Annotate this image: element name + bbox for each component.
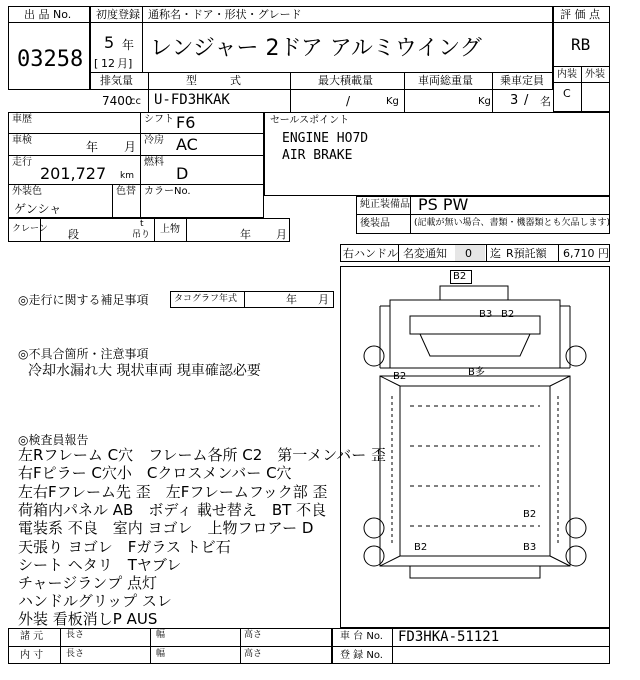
hoist-label: 吊り — [132, 230, 151, 240]
r-deposit-value: 6,710 — [563, 247, 595, 260]
mileage-unit: km — [120, 171, 134, 181]
lot-no-label: 出 品 No. — [24, 8, 72, 21]
mileage-value: 201,727 — [40, 164, 107, 183]
gross-weight-label: 車両総重量 — [418, 74, 473, 87]
kg-unit-2: Kg — [478, 96, 491, 107]
ac-label: 冷房 — [144, 135, 164, 146]
mark-b2-right: B2 — [523, 509, 537, 520]
report-line-2: 右Fピラー C穴小 Cクロスメンバー C穴 — [18, 464, 292, 482]
sales-line-2: AIR BRAKE — [282, 148, 353, 163]
report-line-6: 天張り ヨゴレ Fガラス トビ石 — [18, 538, 231, 556]
first-reg-year: 5 — [104, 33, 115, 52]
aftermarket-note: (記載が無い場合、書類・機器類とも欠品します) — [414, 218, 611, 228]
chassis-no: FD3HKA-51121 — [398, 629, 500, 645]
chassis-label: 車 台 No. — [340, 631, 383, 642]
inspection-label: 車検 — [12, 135, 32, 146]
mark-b3-cab: B3 — [479, 309, 493, 320]
mount-month: 月 — [276, 228, 287, 241]
tier-label: 段 — [68, 228, 79, 241]
width-label-2: 幅 — [156, 649, 166, 659]
rating-label: 評 価 点 — [560, 8, 600, 21]
yen-unit: 円 — [598, 247, 609, 260]
length-label-1: 長さ — [66, 630, 85, 640]
name-change-label: 名変通知 — [403, 247, 447, 260]
mark-b2-cab: B2 — [501, 309, 515, 320]
first-reg-month: 12 — [101, 57, 115, 70]
color-change-label: 色替 — [116, 186, 136, 197]
naigai-label: 内 寸 — [20, 650, 44, 661]
shift-value: F6 — [176, 113, 196, 132]
displacement-label: 排気量 — [100, 74, 133, 87]
report-line-5: 電装系 不良 室内 ヨゴレ 上物フロアー D — [18, 519, 314, 537]
reg-label: 登 録 No. — [340, 650, 383, 661]
sales-line-1: ENGINE HO7D — [282, 131, 369, 146]
fuel-value: D — [176, 164, 189, 183]
crane-label: クレーン — [12, 224, 48, 234]
capacity-label: 乗車定員 — [500, 74, 544, 87]
mark-b-many: B多 — [468, 367, 485, 378]
model-value: U-FD3HKAK — [154, 92, 230, 108]
sales-point-label: セールスポイント — [270, 115, 350, 126]
history-label: 車歴 — [12, 114, 32, 125]
color-no-label: カラーNo. — [144, 186, 191, 197]
report-line-4: 荷箱内パネル AB ボディ 載せ替え BT 不良 — [18, 501, 327, 519]
first-reg-label: 初度登録 — [96, 8, 140, 21]
driving-notes-title: ◎走行に関する補足事項 — [18, 293, 149, 307]
defect-title: ◎不具合箇所・注意事項 — [18, 347, 149, 361]
kg-unit-1: Kg — [386, 96, 399, 107]
r-deposit-label: R預託額 — [506, 247, 547, 260]
height-label-1: 高さ — [244, 630, 263, 640]
report-line-10: 外装 看板消しP AUS — [18, 610, 158, 628]
ext-color-value: ゲンシャ — [14, 202, 62, 216]
ext-color-label: 外装色 — [12, 186, 42, 197]
width-label-1: 幅 — [156, 630, 166, 640]
year-unit: 年 — [122, 38, 135, 52]
capacity-slash: / — [524, 93, 529, 108]
inspector-title: ◎検査員報告 — [18, 433, 89, 447]
mark-b2-left: B2 — [393, 371, 407, 382]
report-line-8: チャージランプ 点灯 — [18, 574, 158, 592]
interior-grade: C — [563, 87, 571, 100]
model-label: 型 式 — [186, 74, 241, 87]
report-line-3: 左右Fフレーム先 歪 左Fフレームフック部 歪 — [18, 483, 328, 501]
equipment-label: 純正装備品 — [360, 199, 410, 210]
shokou-label: 諸 元 — [20, 631, 44, 642]
mileage-label: 走行 — [12, 157, 32, 168]
tacho-label: タコグラフ年式 — [174, 294, 238, 304]
report-line-7: シート ヘタリ Tヤブレ — [18, 556, 182, 574]
month-unit: 月] — [117, 57, 133, 70]
displacement-value: 7400 — [102, 94, 133, 108]
ton-label: t — [140, 219, 144, 229]
inspection-month: 月 — [124, 140, 137, 154]
aftermarket-label: 後装品 — [360, 218, 390, 229]
length-label-2: 長さ — [66, 649, 85, 659]
zero-value: 0 — [465, 247, 472, 260]
month-open: [ — [94, 57, 99, 70]
capacity-value: 3 — [510, 93, 519, 108]
exterior-label: 外装 — [585, 69, 605, 80]
mark-b3-bottom-right: B3 — [523, 542, 537, 553]
rating-value: RB — [571, 35, 591, 54]
interior-label: 内装 — [557, 69, 577, 80]
ac-value: AC — [176, 135, 198, 154]
tacho-month: 月 — [318, 293, 329, 306]
height-label-2: 高さ — [244, 649, 263, 659]
mount-year: 年 — [240, 228, 251, 241]
truck-diagram — [340, 266, 610, 628]
defect-text: 冷却水漏れ大 現状車両 現車確認必要 — [28, 363, 261, 379]
report-line-1: 左Rフレーム C穴 フレーム各所 C2 第一メンバー 歪 — [18, 446, 386, 464]
report-line-9: ハンドルグリップ スレ — [18, 592, 172, 610]
displacement-unit: cc — [130, 96, 141, 107]
car-name: レンジャー 2ドア アルミウイング — [150, 36, 482, 61]
lot-no: 03258 — [17, 47, 84, 72]
shift-label: シフト — [144, 114, 174, 125]
equipment-value: PS PW — [418, 195, 469, 214]
max-load-slash: / — [346, 94, 351, 108]
max-load-label: 最大積載量 — [318, 74, 373, 87]
mark-b2-top: B2 — [453, 271, 467, 282]
name-label: 通称名・ドア・形状・グレード — [148, 8, 302, 21]
mount-label: 上物 — [160, 224, 180, 235]
capacity-unit: 名 — [540, 95, 551, 108]
tacho-year: 年 — [286, 293, 297, 306]
expire-label: 迄 — [490, 247, 501, 260]
inspection-year: 年 — [86, 140, 99, 154]
rhd-label: 右ハンドル — [343, 247, 398, 260]
fuel-label: 燃料 — [144, 157, 164, 168]
mark-b2-bottom-left: B2 — [414, 542, 428, 553]
